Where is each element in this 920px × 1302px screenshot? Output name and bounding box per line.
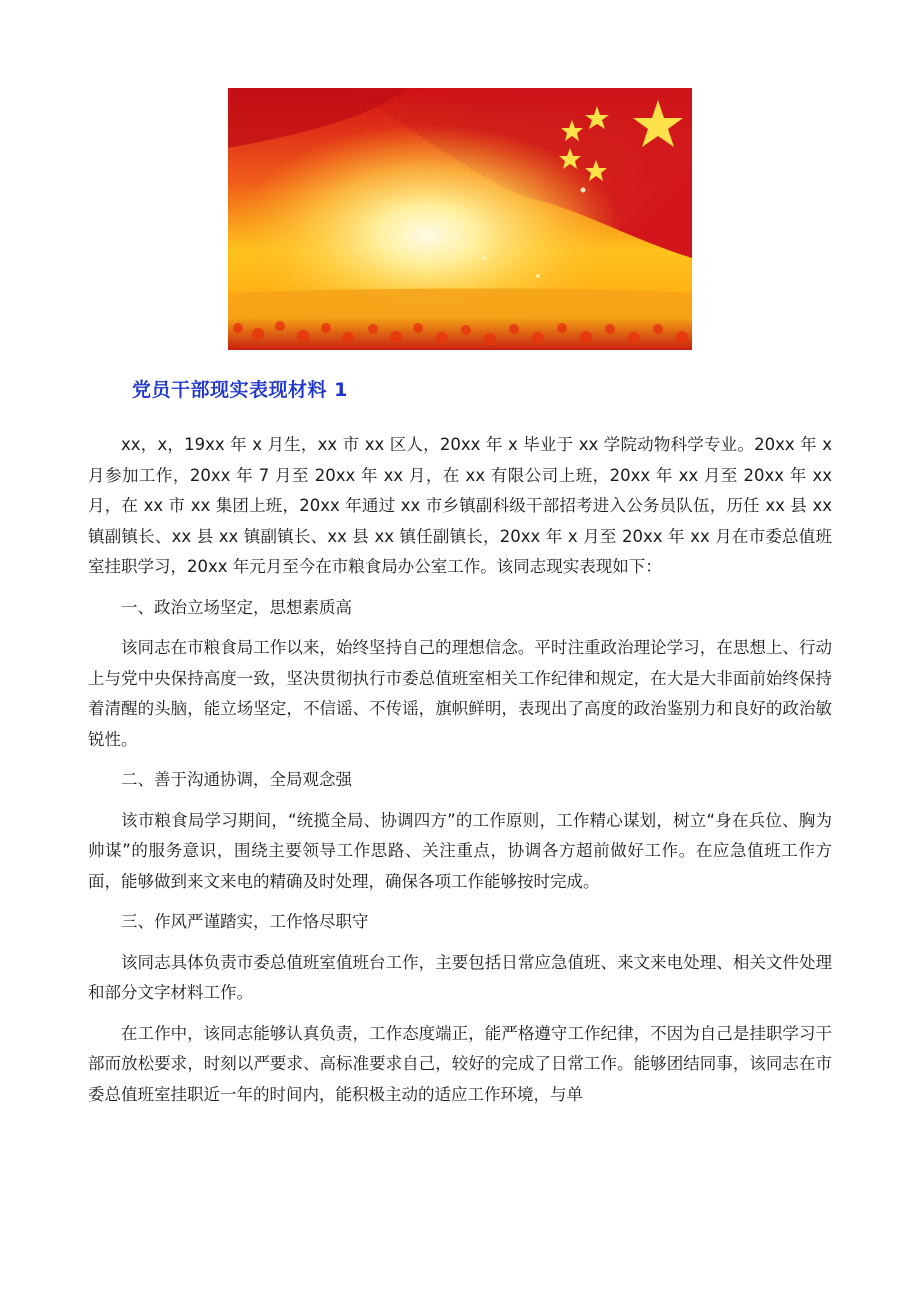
section-heading-2: 二、善于沟通协调，全局观念强: [121, 770, 352, 789]
banner-image: [228, 88, 692, 350]
flag-banner-image: [228, 88, 692, 350]
section-heading-3: 三、作风严谨踏实，工作恪尽职守: [121, 912, 369, 931]
document-body: [88, 430, 832, 1120]
paragraph-section-1: 该同志在市粮食局工作以来，始终坚持自己的理想信念。平时注重政治理论学习，在思想上、行动上与党中央保持高度一致，坚决贯彻执行市委总值班室相关工作纪律和规定，在大是大非面前始终保持着清醒的头脑，能立场坚定，不信谣、不传谣，旗帜鲜明，表现出了高度的政治鉴别力和良好的政治敏锐性。: [88, 638, 832, 749]
paragraph-section-2: 该市粮食局学习期间，“统揽全局、协调四方”的工作原则，工作精心谋划，树立“身在兵位、胸为帅谋”的服务意识，围绕主要领导工作思路、关注重点，协调各方超前做好工作。在应急值班工作方面，能够做到来文来电的精确及时处理，确保各项工作能够按时完成。: [88, 810, 832, 891]
section-heading-1: 一、政治立场坚定，思想素质高: [121, 597, 352, 617]
page-title: 党员干部现实表现材料 1: [132, 379, 348, 401]
paragraph-section-3a: 该同志具体负责市委总值班室值班台工作，主要包括日常应急值班、来文来电处理、相关文件处理和部分文字材料工作。: [88, 952, 832, 1002]
paragraph-section-3b: 在工作中，该同志能够认真负责，工作态度端正，能严格遵守工作纪律，不因为自己是挂职学习干部而放松要求，时刻以严要求、高标准要求自己，较好的完成了日常工作。能够团结同事，该同志在市委总值班室挂职近一年的时间内，能积极主动的适应工作环境，与单: [88, 1023, 832, 1104]
paragraph-intro: xx，x，19xx 年 x 月生，xx 市 xx 区人，20xx 年 x 毕业于 xx 学院动物科学专业。20xx 年 x 月参加工作，20xx 年 7 月至 20xx 年 xx 月，在 xx 有限公司上班，20xx 年 xx 月至 20xx 年 xx 月，在 xx 市 xx 集团上班，20xx 年通过 xx 市乡镇副科级干部招考进入公务员队伍，历任 xx 县 xx 镇副镇长、xx 县 xx 镇副镇长、xx 县 xx 镇任副镇长，20xx 年 x 月至 20xx 年 xx 月在市委总值班室挂职学习，20xx 年元月至今在市粮食局办公室工作。该同志现实表现如下：: [88, 435, 832, 576]
